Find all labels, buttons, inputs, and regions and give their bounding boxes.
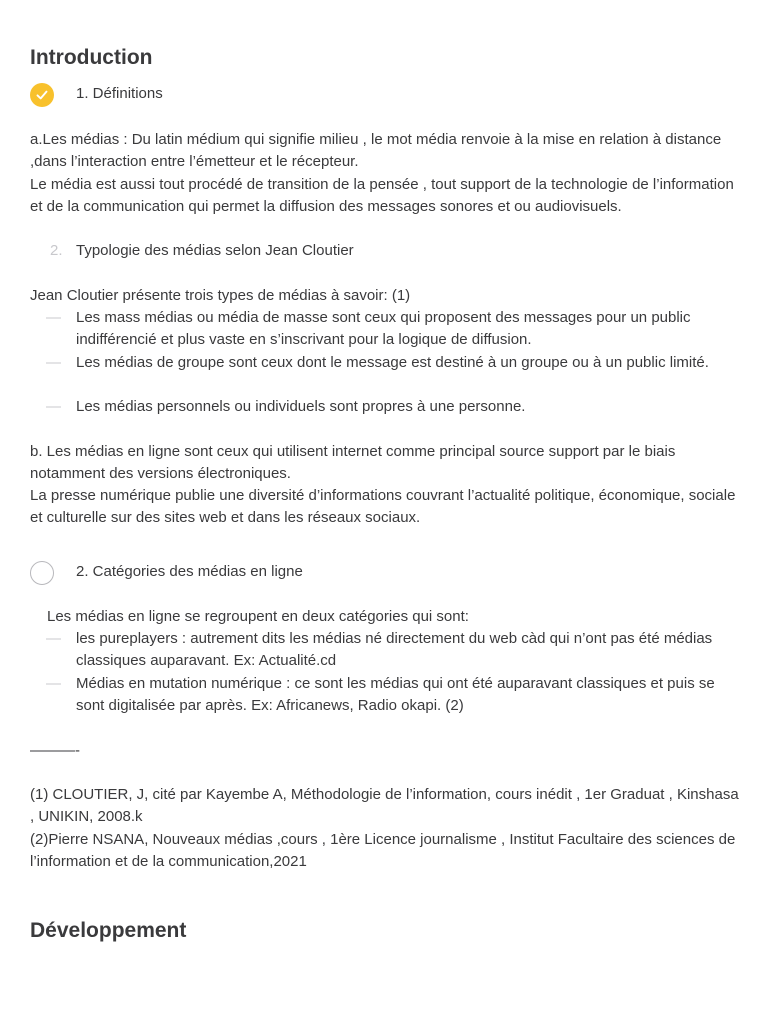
todo-item-categories: [30, 560, 303, 586]
paragraph-cloutier-intro: Jean Cloutier présente trois types de médias à savoir: (1): [30, 287, 411, 304]
list-item: [30, 628, 740, 673]
paragraph-categories-intro: Les médias en ligne se regroupent en deux catégories qui sont:: [47, 608, 469, 625]
footnote-separator: ———-: [30, 742, 80, 759]
list-item-text: les pureplayers : autrement dits les médias né directement du web càd qui n’ont pas été médias classiques auparavant. Ex: Actualité.cd: [76, 630, 713, 670]
paragraph-media-definition: a.Les médias : Du latin médium qui signifie milieu , le mot média renvoie à la mise en relation à distance ,dans l’interaction entre l’émetteur et le récepteur.: [30, 131, 722, 171]
dash-bullet: —: [46, 398, 61, 415]
list-item-text: Les médias personnels ou individuels sont propres à une personne.: [76, 398, 526, 415]
checked-circle-checkbox[interactable]: [30, 83, 54, 107]
list-item-text: Les mass médias ou média de masse sont ceux qui proposent des messages pour un public indifférencié et plus vaste en s’inscrivant pour la logique de diffusion.: [76, 309, 691, 349]
paragraph-digital-press: La presse numérique publie une diversité d’informations couvrant l’actualité politique, économique, sociale et culturelle sur des sites web et dans les réseaux sociaux.: [30, 487, 736, 527]
list-item: [30, 307, 740, 352]
footnote-2: (2)Pierre NSANA, Nouveaux médias ,cours , 1ère Licence journalisme , Institut Facultaire des sciences de l’information et de la communication,2021: [30, 831, 736, 871]
dash-bullet: —: [46, 309, 61, 326]
footnote-1: (1) CLOUTIER, J, cité par Kayembe A, Méthodologie de l’information, cours inédit , 1er Graduat , Kinshasa , UNIKIN, 2008.k: [30, 786, 739, 826]
dash-bullet: —: [46, 675, 61, 692]
checkmark-icon: [35, 88, 49, 102]
list-item: [30, 673, 740, 718]
list-item-text: Les médias de groupe sont ceux dont le message est destiné à un groupe ou à un public limité.: [76, 354, 709, 371]
list-number-marker: 2.: [50, 242, 63, 259]
dash-bullet: —: [46, 354, 61, 371]
todo-label-categories: 2. Catégories des médias en ligne: [76, 563, 303, 580]
dash-bullet: —: [46, 630, 61, 647]
numbered-item-text: Typologie des médias selon Jean Cloutier: [76, 242, 354, 259]
empty-circle-checkbox[interactable]: [30, 561, 54, 585]
todo-item-definitions: [30, 82, 163, 108]
list-item-text: Médias en mutation numérique : ce sont les médias qui ont été auparavant classiques et puis se sont digitalisée par après. Ex: Africanews, Radio okapi. (2): [76, 675, 715, 715]
list-item: [30, 396, 740, 418]
section-heading-developpement: Développement: [30, 919, 187, 942]
list-item: [30, 352, 740, 374]
section-heading-introduction: Introduction: [30, 46, 153, 69]
paragraph-online-media: b. Les médias en ligne sont ceux qui utilisent internet comme principal source support par le biais notamment des versions électroniques.: [30, 443, 676, 483]
paragraph-media-process: Le média est aussi tout procédé de transition de la pensée , tout support de la technologie de l’information et de la communication qui permet la diffusion des messages sonores et ou audiovisuels.: [30, 176, 734, 216]
todo-label-definitions: 1. Définitions: [76, 85, 163, 102]
